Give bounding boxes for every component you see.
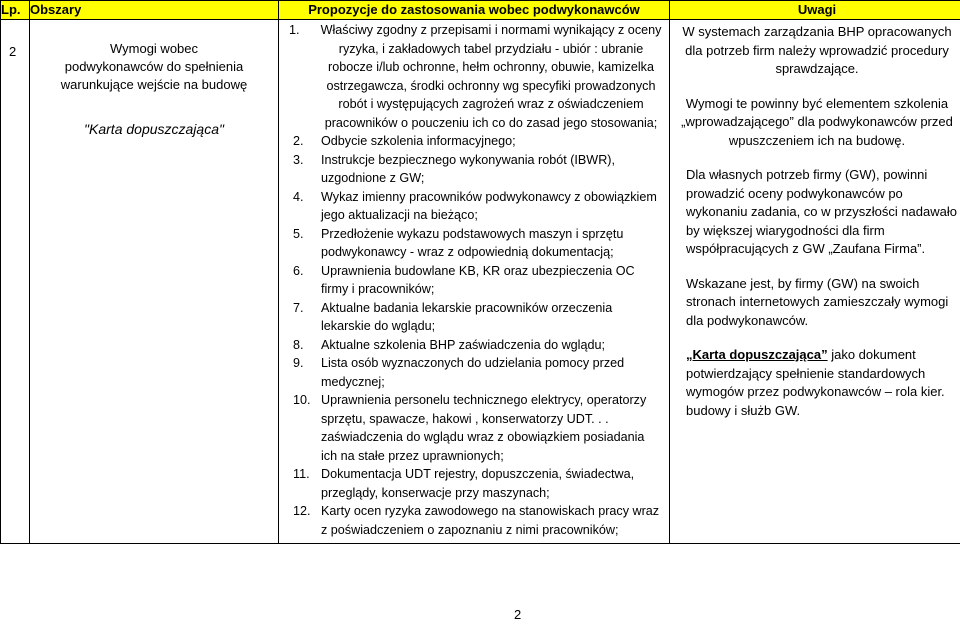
- karta-label: "Karta dopuszczająca": [84, 121, 224, 137]
- list-item: [279, 336, 669, 355]
- list-item-text: Instrukcje bezpiecznego wykonywania robót (IBWR), uzgodnione z GW;: [321, 152, 615, 185]
- list-item: [279, 132, 669, 151]
- remark-5: [676, 346, 958, 420]
- list-item: [279, 262, 669, 299]
- list-item: [279, 391, 669, 465]
- list-item-number: 11.: [293, 467, 310, 481]
- list-item-number: 9.: [293, 356, 304, 370]
- header-propozycje: Propozycje do zastosowania wobec podwykonawców: [279, 1, 670, 20]
- remark-1: W systemach zarządzania BHP opracowanych dla potrzeb firm należy wprowadzić procedury sprawdzające.: [682, 24, 952, 76]
- table-header-row: [1, 1, 960, 20]
- list-item-text: Odbycie szkolenia informacyjnego;: [321, 134, 516, 148]
- list-item-text: Aktualne badania lekarskie pracowników orzeczenia lekarskie do wglądu;: [321, 300, 613, 333]
- list-item: [279, 21, 669, 132]
- list-item: [279, 354, 669, 391]
- list-item-number: 8.: [293, 337, 304, 352]
- header-uwagi: Uwagi: [670, 1, 960, 20]
- list-item-number: 10.: [293, 393, 311, 407]
- list-item-number: 7.: [293, 300, 304, 315]
- list-item-text: Aktualne szkolenia BHP zaświadczenia do wglądu;: [321, 337, 605, 352]
- list-item-text: Właściwy zgodny z przepisami i normami wynikający z oceny ryzyka, i zakładowych tabel przydziału - ubiór : ubranie robocze i/lub ochronne, hełm ochronny, obuwie, kamizelka ostrzegawcza, środki ochronny wg specyfiki prowadzonych robót i występujących zagrożeń wraz z oświadczeniem pracowników o pouczeniu ich co do zasad jego stosowania;: [320, 23, 662, 130]
- table-row: [1, 20, 960, 544]
- header-obszary: Obszary: [30, 1, 279, 20]
- obszar-line: podwykonawców do spełnienia: [64, 59, 244, 74]
- list-item: [279, 188, 669, 225]
- obszar-line: warunkujące wejście na budowę: [60, 77, 248, 92]
- list-item-number: 6.: [293, 263, 304, 278]
- list-item-number: 2.: [293, 134, 304, 148]
- page-number: 2: [514, 607, 522, 622]
- list-item: [279, 151, 669, 188]
- list-item-text: Uprawnienia personelu technicznego elektrycy, operatorzy sprzętu, spawacze, hakowi , konserwatorzy UDT. . . zaświadczenia do wglądu wraz z obowiązkiem posiadania ich na stałe przez uprawnionych;: [321, 393, 647, 463]
- list-item-text: Uprawnienia budowlane KB, KR oraz ubezpieczenia OC firmy i pracowników;: [321, 263, 635, 296]
- list-item-number: 5.: [293, 226, 304, 241]
- list-item-text: Karty ocen ryzyka zawodowego na stanowiskach pracy wraz z poświadczeniem o zapoznaniu z nimi pracowników;: [321, 504, 660, 537]
- list-item: [279, 502, 669, 539]
- row-lp: 2: [1, 20, 30, 544]
- list-item-number: 1.: [289, 23, 300, 37]
- obszar-line: Wymogi wobec: [109, 41, 199, 56]
- list-item-number: 4.: [293, 189, 304, 204]
- list-item-text: Wykaz imienny pracowników podwykonawcy z obowiązkiem jego aktualizacji na bieżąco;: [321, 189, 657, 222]
- remark-4: Wskazane jest, by firmy (GW) na swoich stronach internetowych zamieszczały wymogi dla podwykonawców.: [686, 275, 949, 328]
- remark-3: Dla własnych potrzeb firmy (GW), powinni prowadzić oceny podwykonawców po wykonaniu zadania, co w przyszłości nadawało by większej wiarygodności dla firm współpracujących z GW „Zaufana Firma”.: [686, 167, 957, 256]
- list-item-text: Lista osób wyznaczonych do udzielania pomocy przed medycznej;: [321, 356, 625, 389]
- remark-5-text: jako dokument potwierdzający spełnienie standardowych wymogów przez podwykonawców – rola kier. budowy i służb GW.: [686, 347, 945, 418]
- list-item-text: Przedłożenie wykazu podstawowych maszyn i sprzętu podwykonawcy - wraz z odpowiednią dokumentacją;: [321, 226, 624, 259]
- row-obszar: [30, 20, 279, 544]
- list-item-text: Dokumentacja UDT rejestry, dopuszczenia, świadectwa, przeglądy, konserwacje przy maszynach;: [321, 467, 635, 500]
- header-lp: Lp.: [1, 1, 30, 20]
- proposals-list: [279, 20, 670, 544]
- karta-emphasis: „Karta dopuszczająca”: [686, 347, 828, 362]
- remark-2: Wymogi te powinny być elementem szkolenia „wprowadzającego” dla podwykonawców przed wpuszczeniem ich na budowę.: [681, 95, 953, 148]
- list-item-number: 3.: [293, 152, 304, 167]
- list-item: [279, 465, 669, 502]
- list-item: [279, 299, 669, 336]
- list-item: [279, 225, 669, 262]
- remarks: [670, 20, 960, 544]
- list-item-number: 12.: [293, 504, 311, 518]
